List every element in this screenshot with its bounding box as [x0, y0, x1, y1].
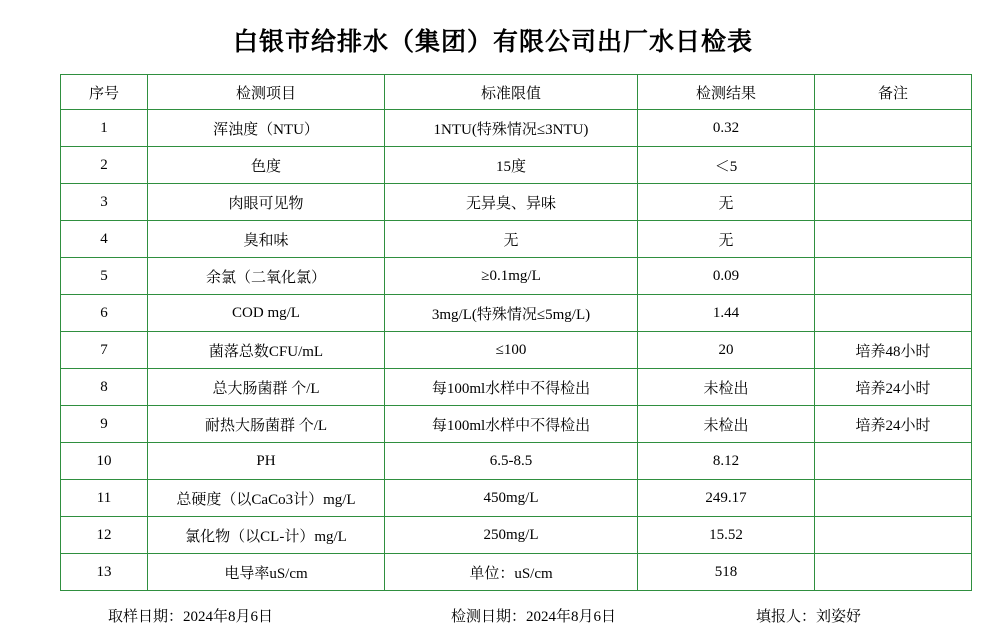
cell-index: 12 — [61, 517, 148, 554]
cell-index: 13 — [61, 554, 148, 591]
header-cell-item: 检测项目 — [148, 75, 385, 110]
header-cell-result: 检测结果 — [638, 75, 815, 110]
cell-standard: 3mg/L(特殊情况≤5mg/L) — [385, 295, 638, 332]
cell-standard: 单位：uS/cm — [385, 554, 638, 591]
table-row — [61, 369, 972, 406]
cell-remark: 培养24小时 — [815, 406, 972, 443]
footer — [0, 605, 986, 626]
cell-result: 0.32 — [638, 110, 815, 147]
cell-result: 无 — [638, 184, 815, 221]
cell-item: 总硬度（以CaCo3计）mg/L — [148, 480, 385, 517]
cell-index: 9 — [61, 406, 148, 443]
table-row — [61, 147, 972, 184]
cell-result: 未检出 — [638, 369, 815, 406]
cell-index: 3 — [61, 184, 148, 221]
cell-item: 耐热大肠菌群 个/L — [148, 406, 385, 443]
cell-item: PH — [148, 443, 385, 480]
table-row — [61, 406, 972, 443]
table-header — [61, 75, 972, 110]
table-row — [61, 443, 972, 480]
cell-standard: 无 — [385, 221, 638, 258]
cell-remark — [815, 184, 972, 221]
cell-result: 15.52 — [638, 517, 815, 554]
cell-item: 浑浊度（NTU） — [148, 110, 385, 147]
cell-item: 菌落总数CFU/mL — [148, 332, 385, 369]
table-row — [61, 110, 972, 147]
table-row — [61, 480, 972, 517]
cell-remark — [815, 221, 972, 258]
cell-index: 11 — [61, 480, 148, 517]
cell-standard: 1NTU(特殊情况≤3NTU) — [385, 110, 638, 147]
header-cell-standard: 标准限值 — [385, 75, 638, 110]
cell-result: 未检出 — [638, 406, 815, 443]
cell-result: 0.09 — [638, 258, 815, 295]
cell-result: 518 — [638, 554, 815, 591]
table-row — [61, 295, 972, 332]
cell-result: 无 — [638, 221, 815, 258]
reporter: 填报人：刘姿妤 — [756, 609, 862, 625]
cell-remark — [815, 443, 972, 480]
table-row — [61, 221, 972, 258]
cell-standard: 6.5-8.5 — [385, 443, 638, 480]
cell-remark — [815, 147, 972, 184]
cell-remark — [815, 480, 972, 517]
water-quality-table — [60, 74, 972, 591]
cell-index: 5 — [61, 258, 148, 295]
cell-remark — [815, 517, 972, 554]
cell-standard: 15度 — [385, 147, 638, 184]
cell-item: 总大肠菌群 个/L — [148, 369, 385, 406]
cell-remark — [815, 110, 972, 147]
sample-date: 取样日期：2024年8月6日 — [108, 609, 274, 625]
cell-remark — [815, 554, 972, 591]
cell-item: 电导率uS/cm — [148, 554, 385, 591]
cell-index: 4 — [61, 221, 148, 258]
table-row — [61, 184, 972, 221]
cell-item: 肉眼可见物 — [148, 184, 385, 221]
cell-index: 10 — [61, 443, 148, 480]
test-date: 检测日期：2024年8月6日 — [451, 609, 617, 625]
cell-remark — [815, 295, 972, 332]
cell-standard: 无异臭、异味 — [385, 184, 638, 221]
cell-result: 1.44 — [638, 295, 815, 332]
page-title: 白银市给排水（集团）有限公司出厂水日检表 — [232, 29, 753, 56]
cell-index: 7 — [61, 332, 148, 369]
table-row — [61, 517, 972, 554]
table-row — [61, 554, 972, 591]
header-cell-index: 序号 — [61, 75, 148, 110]
cell-item: COD mg/L — [148, 295, 385, 332]
cell-remark — [815, 258, 972, 295]
cell-result: 20 — [638, 332, 815, 369]
cell-standard: 每100ml水样中不得检出 — [385, 369, 638, 406]
cell-remark: 培养24小时 — [815, 369, 972, 406]
cell-remark: 培养48小时 — [815, 332, 972, 369]
table-body — [61, 110, 972, 591]
table-container — [0, 74, 986, 591]
cell-standard: 250mg/L — [385, 517, 638, 554]
cell-result: 249.17 — [638, 480, 815, 517]
cell-result: ＜5 — [638, 147, 815, 184]
cell-index: 1 — [61, 110, 148, 147]
table-row — [61, 258, 972, 295]
cell-index: 2 — [61, 147, 148, 184]
cell-index: 8 — [61, 369, 148, 406]
table-header-row — [61, 75, 972, 110]
cell-item: 氯化物（以CL-计）mg/L — [148, 517, 385, 554]
cell-standard: 每100ml水样中不得检出 — [385, 406, 638, 443]
table-row — [61, 332, 972, 369]
header-cell-remark: 备注 — [815, 75, 972, 110]
cell-result: 8.12 — [638, 443, 815, 480]
cell-item: 色度 — [148, 147, 385, 184]
cell-index: 6 — [61, 295, 148, 332]
cell-item: 余氯（二氧化氯） — [148, 258, 385, 295]
cell-standard: 450mg/L — [385, 480, 638, 517]
cell-standard: ≥0.1mg/L — [385, 258, 638, 295]
cell-standard: ≤100 — [385, 332, 638, 369]
cell-item: 臭和味 — [148, 221, 385, 258]
